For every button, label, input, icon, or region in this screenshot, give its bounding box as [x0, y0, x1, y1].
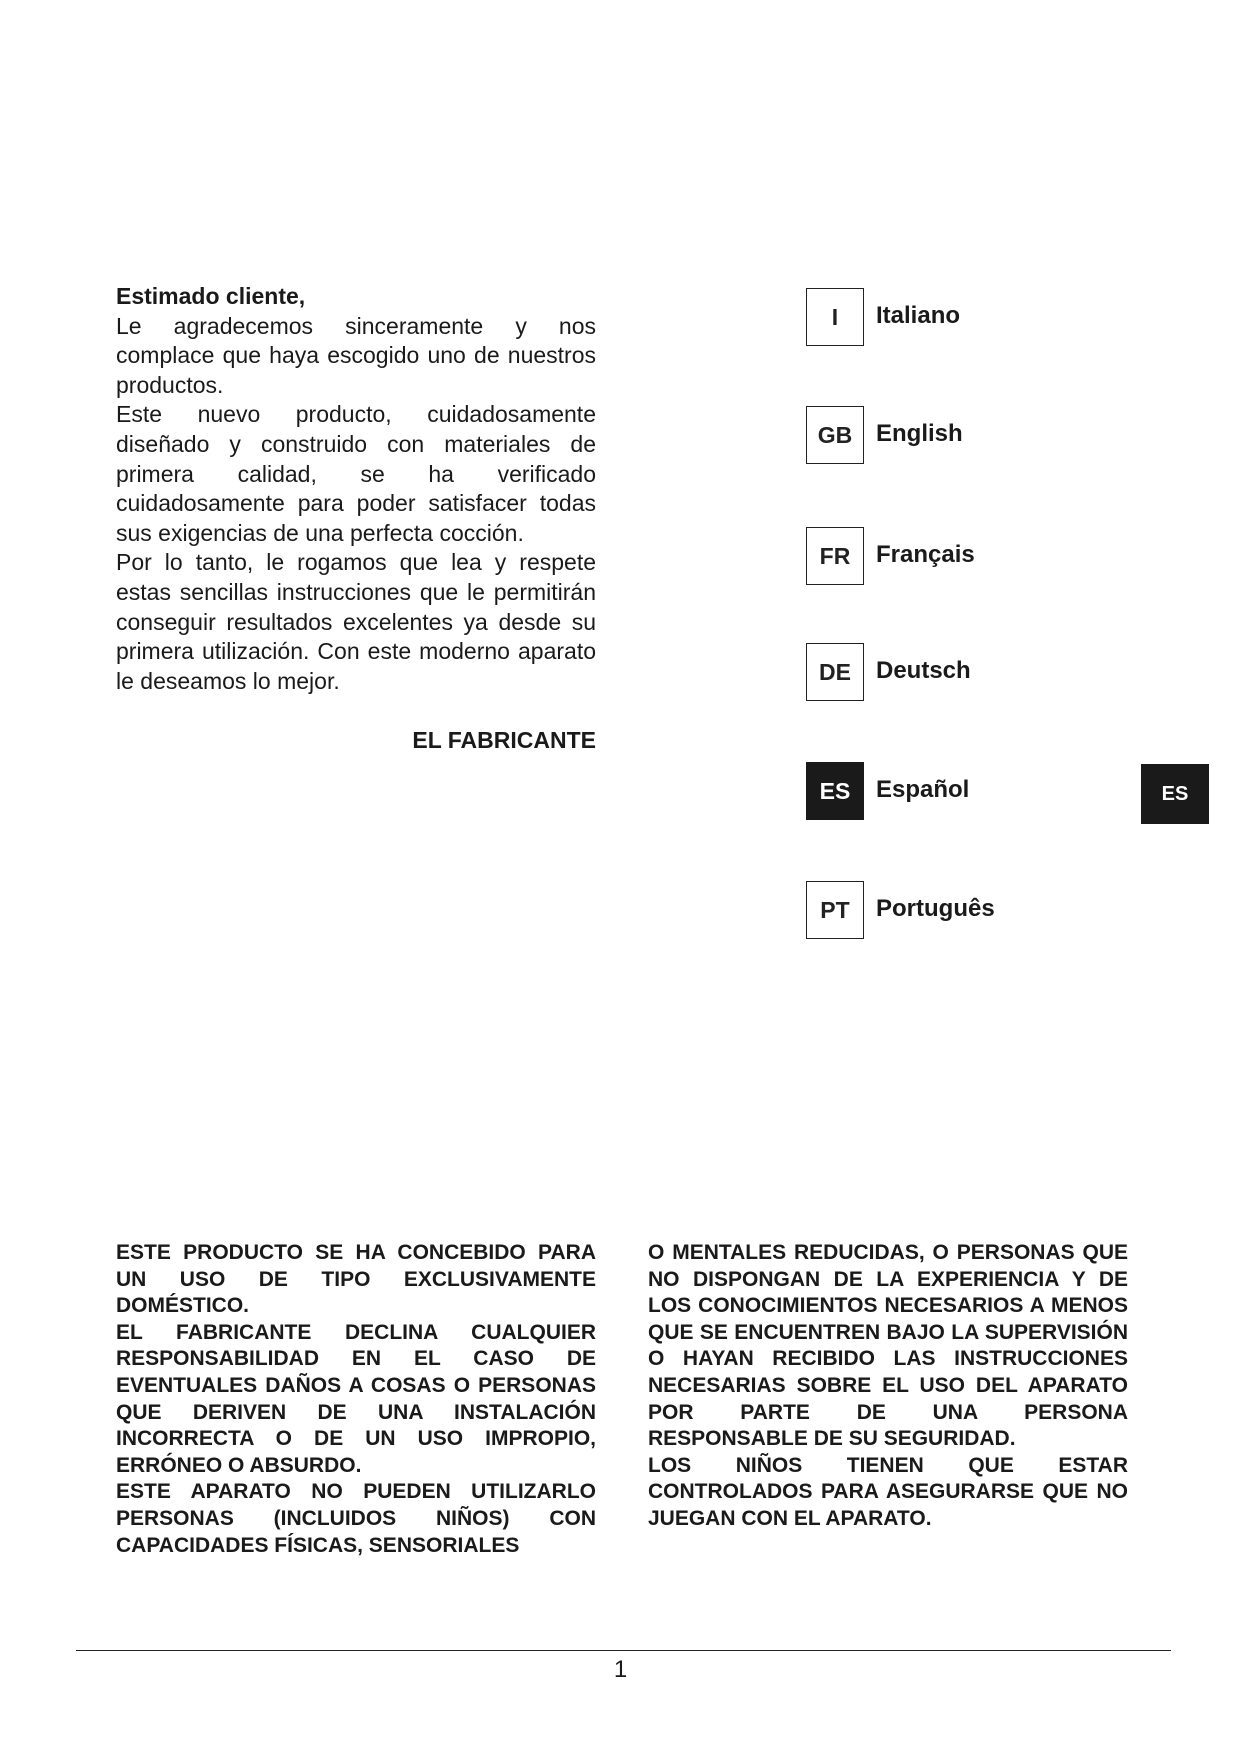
language-item-portugues[interactable]: [806, 881, 1106, 939]
language-item-espanol[interactable]: [806, 762, 1106, 820]
language-code-box: PT: [806, 881, 864, 939]
page-number: 1: [613, 1656, 628, 1683]
intro-paragraph: Este nuevo producto, cuidadosamente diseñado y construido con materiales de primera calidad, se ha verificado cuidadosamente para poder satisfacer todas sus exigencias de una perfecta cocción.: [116, 401, 596, 546]
language-name: Español: [876, 776, 970, 803]
intro-paragraph: Le agradecemos sinceramente y nos complace que haya escogido uno de nuestros productos.: [116, 312, 596, 398]
language-item-francais[interactable]: [806, 527, 1106, 585]
warning-paragraph: O MENTALES REDUCIDAS, O PERSONAS QUE NO DISPONGAN DE LA EXPERIENCIA Y DE LOS CONOCIMIENTOS NECESARIOS A MENOS QUE SE ENCUENTREN BAJO LA SUPERVISIÓN O HAYAN RECIBIDO LAS INSTRUCCIONES NECESARIAS SOBRE EL USO DEL APARATO POR PARTE DE UNA PERSONA RESPONSABLE DE SU SEGURIDAD.: [648, 1241, 1128, 1451]
language-item-italiano[interactable]: [806, 288, 1106, 346]
language-code-box: I: [806, 288, 864, 346]
warning-paragraph: LOS NIÑOS TIENEN QUE ESTAR CONTROLADOS PARA ASEGURARSE QUE NO JUEGAN CON EL APARATO.: [648, 1453, 1128, 1530]
language-name: Português: [876, 895, 995, 922]
language-code-box: FR: [806, 527, 864, 585]
language-name: Italiano: [876, 302, 961, 329]
language-item-deutsch[interactable]: [806, 643, 1106, 701]
warning-paragraph: ESTE PRODUCTO SE HA CONCEBIDO PARA UN USO DE TIPO EXCLUSIVAMENTE DOMÉSTICO.: [116, 1241, 596, 1318]
intro-letter: [116, 282, 596, 756]
warning-column-right: [648, 1240, 1128, 1533]
language-code-box: DE: [806, 643, 864, 701]
language-name: English: [876, 420, 963, 447]
greeting: Estimado cliente,: [116, 283, 306, 309]
language-code-box-active: ES: [806, 762, 864, 820]
language-item-english[interactable]: [806, 406, 1106, 464]
language-name: Deutsch: [876, 657, 971, 684]
language-side-tab: ES: [1141, 764, 1209, 824]
warning-paragraph: EL FABRICANTE DECLINA CUALQUIER RESPONSABILIDAD EN EL CASO DE EVENTUALES DAÑOS A COSAS O PERSONAS QUE DERIVEN DE UNA INSTALACIÓN INCORRECTA O DE UN USO IMPROPIO, ERRÓNEO O ABSURDO.: [116, 1320, 596, 1477]
intro-paragraph: Por lo tanto, le rogamos que lea y respete estas sencillas instrucciones que le permitirán conseguir resultados excelentes ya desde su primera utilización. Con este moderno aparato le deseamos lo mejor.: [116, 549, 596, 694]
warning-paragraph: ESTE APARATO NO PUEDEN UTILIZARLO PERSONAS (INCLUIDOS NIÑOS) CON CAPACIDADES FÍSICAS, SENSORIALES: [116, 1480, 596, 1557]
language-code-box: GB: [806, 406, 864, 464]
signature: EL FABRICANTE: [412, 727, 596, 754]
footer-divider: [76, 1650, 1171, 1651]
warning-column-left: [116, 1240, 596, 1559]
language-name: Français: [876, 541, 975, 568]
